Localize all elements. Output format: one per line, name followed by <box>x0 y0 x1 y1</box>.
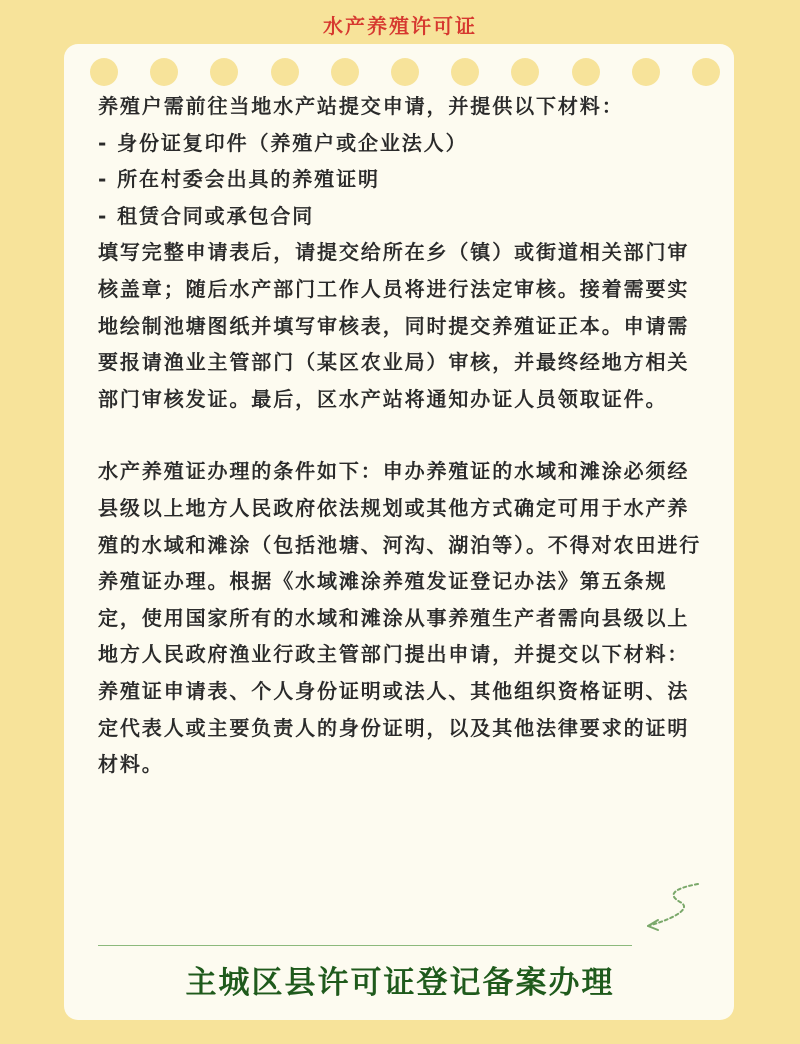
binder-hole <box>511 58 539 86</box>
process-paragraph: 填写完整申请表后，请提交给所在乡（镇）或街道相关部门审核盖章；随后水产部门工作人员将进行法定审核。接着需要实地绘制池塘图纸并填写审核表，同时提交养殖证正本。申请需要报请渔业主管部门（某区农业局）审核，并最终经地方相关部门审核发证。最后，区水产站将通知办证人员领取证件。 <box>98 240 690 411</box>
footer-title: 主城区县许可证登记备案办理 <box>185 965 615 1001</box>
intro-paragraph: 养殖户需前往当地水产站提交申请，并提供以下材料： <box>98 94 624 118</box>
binder-hole <box>572 58 600 86</box>
conditions-paragraph: 水产养殖证办理的条件如下：申办养殖证的水域和滩涂必须经县级以上地方人民政府依法规划或其他方式确定可用于水产养殖的水域和滩涂（包括池塘、河沟、湖泊等）。不得对农田进行养殖证办理。根据《水域滩涂养殖发证登记办法》第五条规定，使用国家所有的水域和滩涂从事养殖生产者需向县级以上地方人民政府渔业行政主管部门提出申请，并提交以下材料：养殖证申请表、个人身份证明或法人、其他组织资格证明、法定代表人或主要负责人的身份证明，以及其他法律要求的证明材料。 <box>98 459 702 777</box>
binder-hole <box>692 58 720 86</box>
binder-hole <box>90 58 118 86</box>
binder-hole <box>150 58 178 86</box>
curly-arrow-icon <box>636 878 706 938</box>
binder-hole <box>632 58 660 86</box>
binder-hole <box>391 58 419 86</box>
material-item: - 身份证复印件（养殖户或企业法人） <box>98 130 468 155</box>
binder-hole <box>271 58 299 86</box>
divider <box>98 945 632 946</box>
binder-hole <box>210 58 238 86</box>
binder-hole <box>451 58 479 86</box>
binder-hole <box>331 58 359 86</box>
page-title: 水产养殖许可证 <box>323 14 477 38</box>
material-item: - 租赁合同或承包合同 <box>98 203 315 228</box>
paragraph-spacer <box>98 417 708 453</box>
article-body <box>98 88 708 783</box>
material-item: - 所在村委会出具的养殖证明 <box>98 167 380 192</box>
binder-holes <box>90 58 720 86</box>
